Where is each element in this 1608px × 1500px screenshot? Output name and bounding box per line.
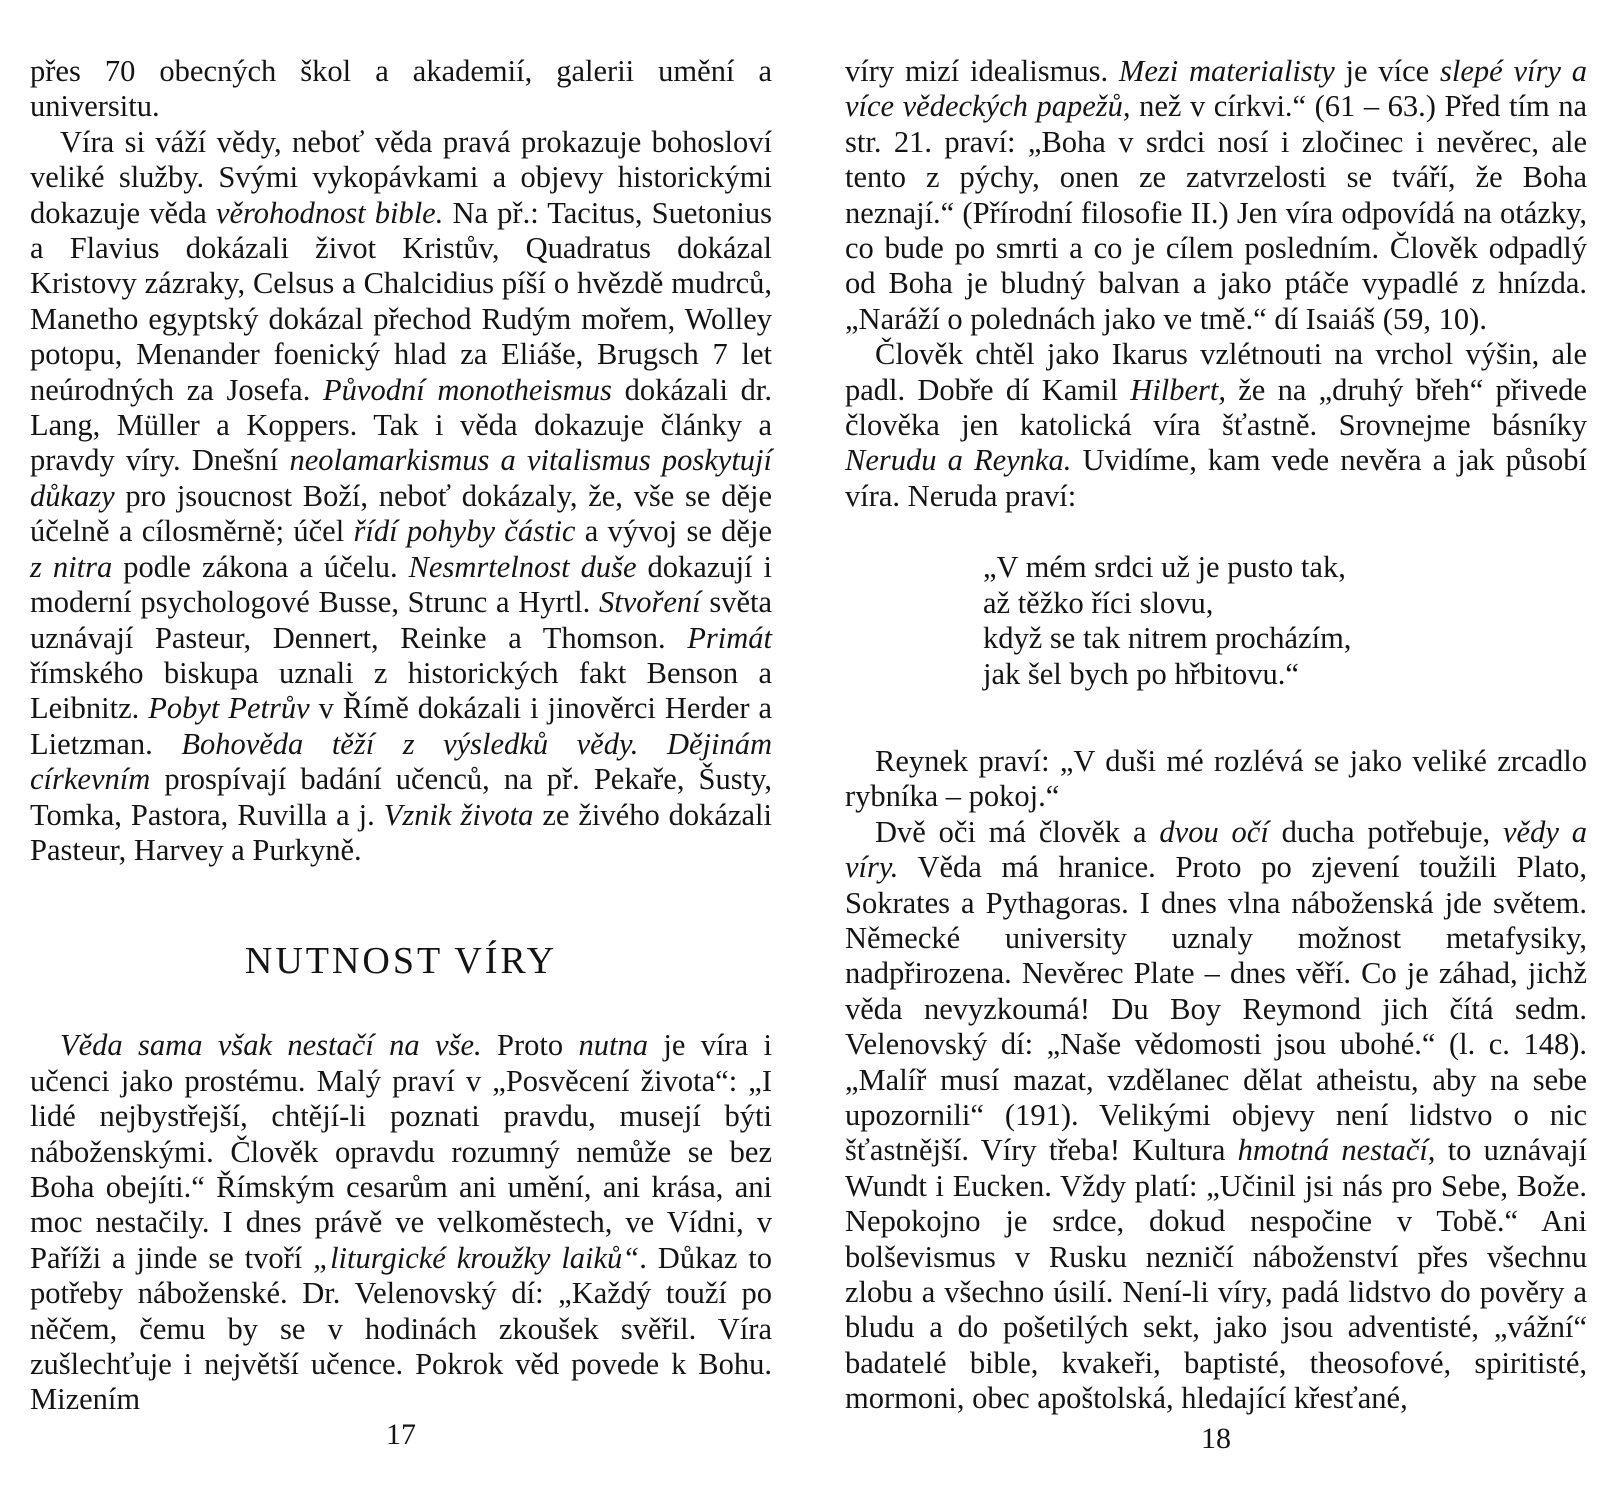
text-run: víry mizí idealismus. bbox=[845, 54, 1119, 88]
italic-text: Bohověda těží z výsledků vědy. Dějinám církevním bbox=[30, 726, 772, 797]
text-run: že na „druhý břeh“ přivede člověka jen katolická víra šťastně. Srovnejme básníky bbox=[845, 372, 1587, 443]
italic-text: slepé víry a více vědeckých papežů, bbox=[845, 54, 1587, 124]
right-page-body bbox=[845, 54, 1587, 1417]
section-heading: NUTNOST VÍRY bbox=[244, 940, 558, 983]
italic-text: Vznik života bbox=[383, 797, 534, 832]
left-page bbox=[30, 0, 772, 1500]
text-run: dokazují i moderní psychologové Busse, Strunc a Hyrtl. bbox=[30, 549, 772, 620]
text-run: Dvě oči má člověk a bbox=[875, 814, 1160, 849]
italic-text: „liturgické kroužky laiků“ bbox=[313, 1240, 640, 1275]
text-run: . Důkaz to potřeby náboženské. Dr. Velenovský dí: „Každý touží po něčem, čemu by se v hodinách zkoušek svěřil. Víra zušlechťuje i největší učence. Pokrok věd povede k Bohu. Mizením bbox=[30, 1240, 773, 1417]
italic-text: Nesmrtelnost duše bbox=[408, 549, 637, 584]
text-run: Víra si váží vědy, neboť věda pravá prokazuje bohosloví veliké služby. Svými vykopávkami a objevy historickými dokazuje věda bbox=[30, 124, 772, 230]
italic-text: Původní monotheismus bbox=[323, 372, 612, 407]
italic-text: věrohodnost bible. bbox=[215, 195, 444, 230]
text-run: světa uznávají Pasteur, Dennert, Reinke a Thomson. bbox=[30, 585, 772, 655]
text-run: Uvidíme, kam vede nevěra a jak působí víra. Neruda praví: bbox=[845, 443, 1587, 513]
verse-line: když se tak nitrem procházím, bbox=[983, 621, 1352, 656]
paragraph bbox=[845, 337, 1587, 514]
italic-text: z nitra bbox=[30, 549, 113, 584]
page-number: 17 bbox=[386, 1418, 416, 1451]
verse-line: „V mém srdci už je pusto tak, bbox=[983, 550, 1346, 585]
italic-text: neolamarkismus a vitalismus poskytují důkazy bbox=[30, 443, 772, 513]
italic-text: řídí pohyby částic bbox=[353, 514, 576, 549]
italic-text: hmotná nestačí, bbox=[1237, 1133, 1436, 1168]
italic-text: Pobyt Petrův bbox=[148, 691, 310, 726]
italic-text: nutna bbox=[578, 1028, 648, 1063]
text-run: je více bbox=[1334, 54, 1441, 88]
verse-line: jak šel bych po hřbitovu.“ bbox=[983, 656, 1299, 691]
text-run: římského biskupa uznali z historických fakt Benson a Leibnitz. bbox=[30, 655, 772, 726]
text-run: ducha potřebuje, bbox=[1268, 814, 1504, 849]
text-run: prospívají badání učenců, na př. Pekaře, Šusty, Tomka, Pastora, Ruvilla a j. bbox=[30, 762, 772, 832]
right-page bbox=[845, 0, 1587, 1500]
page-number: 18 bbox=[1201, 1422, 1231, 1455]
paragraph bbox=[845, 744, 1587, 815]
text-run: Proto bbox=[481, 1028, 579, 1063]
text-run: Člověk chtěl jako Ikarus vzlétnouti na vrchol výšin, ale padl. Dobře dí Kamil bbox=[845, 337, 1587, 407]
text-run: Věda má hranice. Proto po zjevení toužili Plato, Sokrates a Pythagoras. I dnes vlna náboženská jde světem. Německé university uznaly možnost metafysiky, nadpřirozena. Nevěrec Plate – dnes věří. Co je záhad, jichž věda nevyzkoumá! Du Boy Reymond jich čítá sedm. Velenovský dí: „Naše vědomosti jsou ubohé.“ (l. c. 148). „Malíř musí mazat, vzdělanec dělat atheistu, aby na sebe upozornili“ (191). Velikými objevy není lidstvo o nic šťastnější. Víry třeba! Kultura bbox=[845, 850, 1587, 1168]
text-run: pro jsoucnost Boží, neboť dokázaly, že, vše se děje účelně a cílosměrně; účel bbox=[30, 478, 772, 549]
left-page-body bbox=[30, 54, 772, 1418]
paragraph bbox=[845, 815, 1587, 1417]
paragraph bbox=[30, 54, 772, 125]
italic-text: Nerudu a Reynka. bbox=[845, 443, 1072, 478]
italic-text: vědy a víry. bbox=[845, 814, 1587, 885]
text-run: dokázali dr. Lang, Müller a Koppers. Tak i věda dokazuje články a pravdy víry. Dnešní bbox=[30, 372, 772, 478]
verse-line: až těžko říci slovu, bbox=[983, 585, 1214, 620]
text-run: Na př.: Tacitus, Suetonius a Flavius dokázali život Kristův, Quadratus dokázal Kristovy zázraky, Celsus a Chalcidius píší o hvězdě mudrců, Manetho egyptský dokázal přechod Rudým mořem, Wolley potopu, Menander foenický hlad za Eliáše, Brugsch 7 let neúrodných za Josefa. bbox=[30, 195, 772, 407]
text-run: to uznávají Wundt i Eucken. Vždy platí: „Učinil jsi nás pro Sebe, Bože. Nepokojno je srdce, dokud nespočine v Tobě.“ Ani bolševismus v Rusku nezničí náboženství přes všechnu zlobu a všechno úsilí. Není-li víry, padá lidstvo do pověry a bludu a do pošetilých sekt, jako jsou adventisté, „vážní“ badatelé bible, kvakeři, baptisté, theosofové, spiritisté, mormoni, obec apoštolská, hledající křesťané, bbox=[845, 1133, 1587, 1416]
text-run: ze živého dokázali Pasteur, Harvey a Purkyně. bbox=[30, 797, 772, 867]
paragraph bbox=[30, 125, 772, 869]
italic-text: dvou očí bbox=[1159, 814, 1269, 849]
text-run: v Římě dokázali i jinověrci Herder a Lietzman. bbox=[30, 691, 773, 761]
italic-text: Hilbert, bbox=[1130, 372, 1227, 407]
text-run: než v církvi.“ (61 – 63.) Před tím na str. 21. praví: „Boha v srdci nosí i zločinec i nevěrec, ale tento z pýchy, onen ze zatvrzelosti se tváří, že Boha neznají.“ (Přírodní filosofie II.) Jen víra odpovídá na otázky, co bude po smrti a co je cílem posledním. Člověk odpadlý od Boha je bludný balvan a jako ptáče vypadlé z hnízda. „Naráží o polednách jako ve tmě.“ dí Isaiáš (59, 10). bbox=[845, 89, 1587, 336]
italic-text: Primát bbox=[687, 620, 772, 655]
text-run: a vývoj se děje bbox=[575, 514, 772, 549]
poem-quote bbox=[983, 550, 1587, 692]
text-run: přes 70 obecných škol a akademií, galerii umění a universitu. bbox=[30, 54, 772, 124]
paragraph bbox=[30, 1028, 772, 1417]
italic-text: Stvoření bbox=[598, 585, 701, 620]
italic-text: Věda sama však nestačí na vše. bbox=[60, 1028, 482, 1063]
text-run: je víra i učenci jako prostému. Malý praví v „Posvěcení života“: „I lidé nejbystřejší, chtějí-li poznati pravdu, musejí býti náboženskými. Člověk opravdu rozumný nemůže se bez Boha obejíti.“ Římským cesarům ani umění, ani krása, ani moc nestačily. I dnes právě ve velkoměstech, ve Vídni, v Paříži a jinde se tvoří bbox=[30, 1028, 773, 1275]
text-run: podle zákona a účelu. bbox=[112, 549, 409, 584]
text-run: Reynek praví: „V duši mé rozlévá se jako veliké zrcadlo rybníka – pokoj.“ bbox=[845, 743, 1587, 814]
paragraph bbox=[845, 54, 1587, 337]
italic-text: Mezi materialisty bbox=[1118, 54, 1335, 88]
